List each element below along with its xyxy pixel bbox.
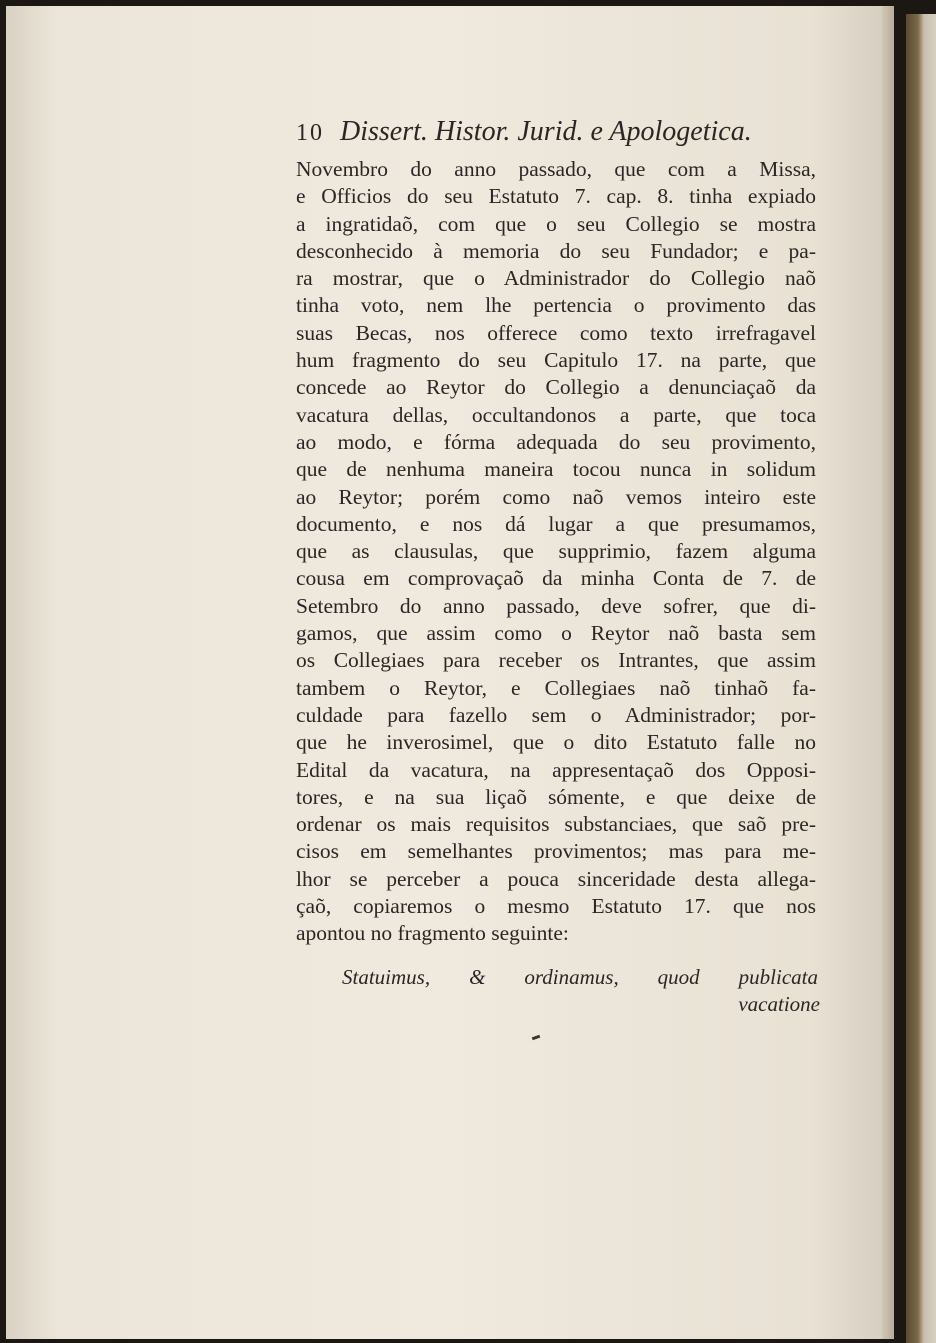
text-line: apontou no fragmento seguinte: bbox=[296, 921, 569, 946]
text-line: tambem o Reytor, e Collegiaes naõ tinhaõ fa- bbox=[296, 675, 816, 700]
text-line: culdade para fazello sem o Administrador; por- bbox=[296, 702, 816, 727]
page-edge-shadow bbox=[882, 6, 894, 1339]
text-line: Setembro do anno passado, deve sofrer, que di- bbox=[296, 593, 816, 618]
adjacent-page-strip bbox=[906, 14, 936, 1343]
text-line: çaõ, copiaremos o mesmo Estatuto 17. que nos bbox=[296, 894, 816, 919]
text-line: que as clausulas, que supprimio, fazem alguma bbox=[296, 539, 816, 564]
text-line: a ingratidaõ, com que o seu Collegio se mostra bbox=[296, 211, 816, 236]
latin-quotation: Statuimus, & ordinamus, quod publicata bbox=[342, 965, 818, 989]
text-line: ao modo, e fórma adequada do seu provimento, bbox=[296, 429, 816, 454]
text-line: que he inverosimel, que o dito Estatuto falle no bbox=[296, 730, 816, 755]
text-line: hum fragmento do seu Capitulo 17. na parte, que bbox=[296, 348, 816, 373]
running-head bbox=[296, 116, 816, 156]
text-line: ao Reytor; porém como naõ vemos inteiro este bbox=[296, 484, 816, 509]
text-line: Edital da vacatura, na appresentaçaõ dos Opposi- bbox=[296, 757, 816, 782]
catchword: vacatione bbox=[738, 992, 820, 1016]
text-line: os Collegiaes para receber os Intrantes, que assim bbox=[296, 648, 816, 673]
body-text bbox=[296, 156, 816, 948]
text-line: tores, e na sua liçaõ sómente, e que deixe de bbox=[296, 784, 816, 809]
text-line: vacatura dellas, occultandonos a parte, que toca bbox=[296, 402, 816, 427]
text-line: documento, e nos dá lugar a que presumamos, bbox=[296, 511, 816, 536]
text-line: e Officios do seu Estatuto 7. cap. 8. tinha expiado bbox=[296, 184, 816, 209]
text-line: cisos em semelhantes provimentos; mas para me- bbox=[296, 839, 816, 864]
text-line: tinha voto, nem lhe pertencia o provimento das bbox=[296, 293, 816, 318]
text-line: cousa em comprovaçaõ da minha Conta de 7. de bbox=[296, 566, 816, 591]
text-line: ordenar os mais requisitos substanciaes, que saõ pre- bbox=[296, 812, 816, 837]
text-line: lhor se perceber a pouca sinceridade desta allega- bbox=[296, 866, 816, 891]
text-line: gamos, que assim como o Reytor naõ basta sem bbox=[296, 621, 816, 646]
text-line: suas Becas, nos offerece como texto irrefragavel bbox=[296, 320, 816, 345]
page-number: 10 bbox=[296, 120, 324, 146]
text-line: ra mostrar, que o Administrador do Collegio naõ bbox=[296, 266, 816, 291]
text-line: concede ao Reytor do Collegio a denunciaçaõ da bbox=[296, 375, 816, 400]
running-title: Dissert. Histor. Jurid. e Apologetica. bbox=[340, 116, 752, 147]
text-line: desconhecido à memoria do seu Fundador; e pa- bbox=[296, 238, 816, 263]
text-line: que de nenhuma maneira tocou nunca in solidum bbox=[296, 457, 816, 482]
text-line: Novembro do anno passado, que com a Missa, bbox=[296, 157, 816, 181]
